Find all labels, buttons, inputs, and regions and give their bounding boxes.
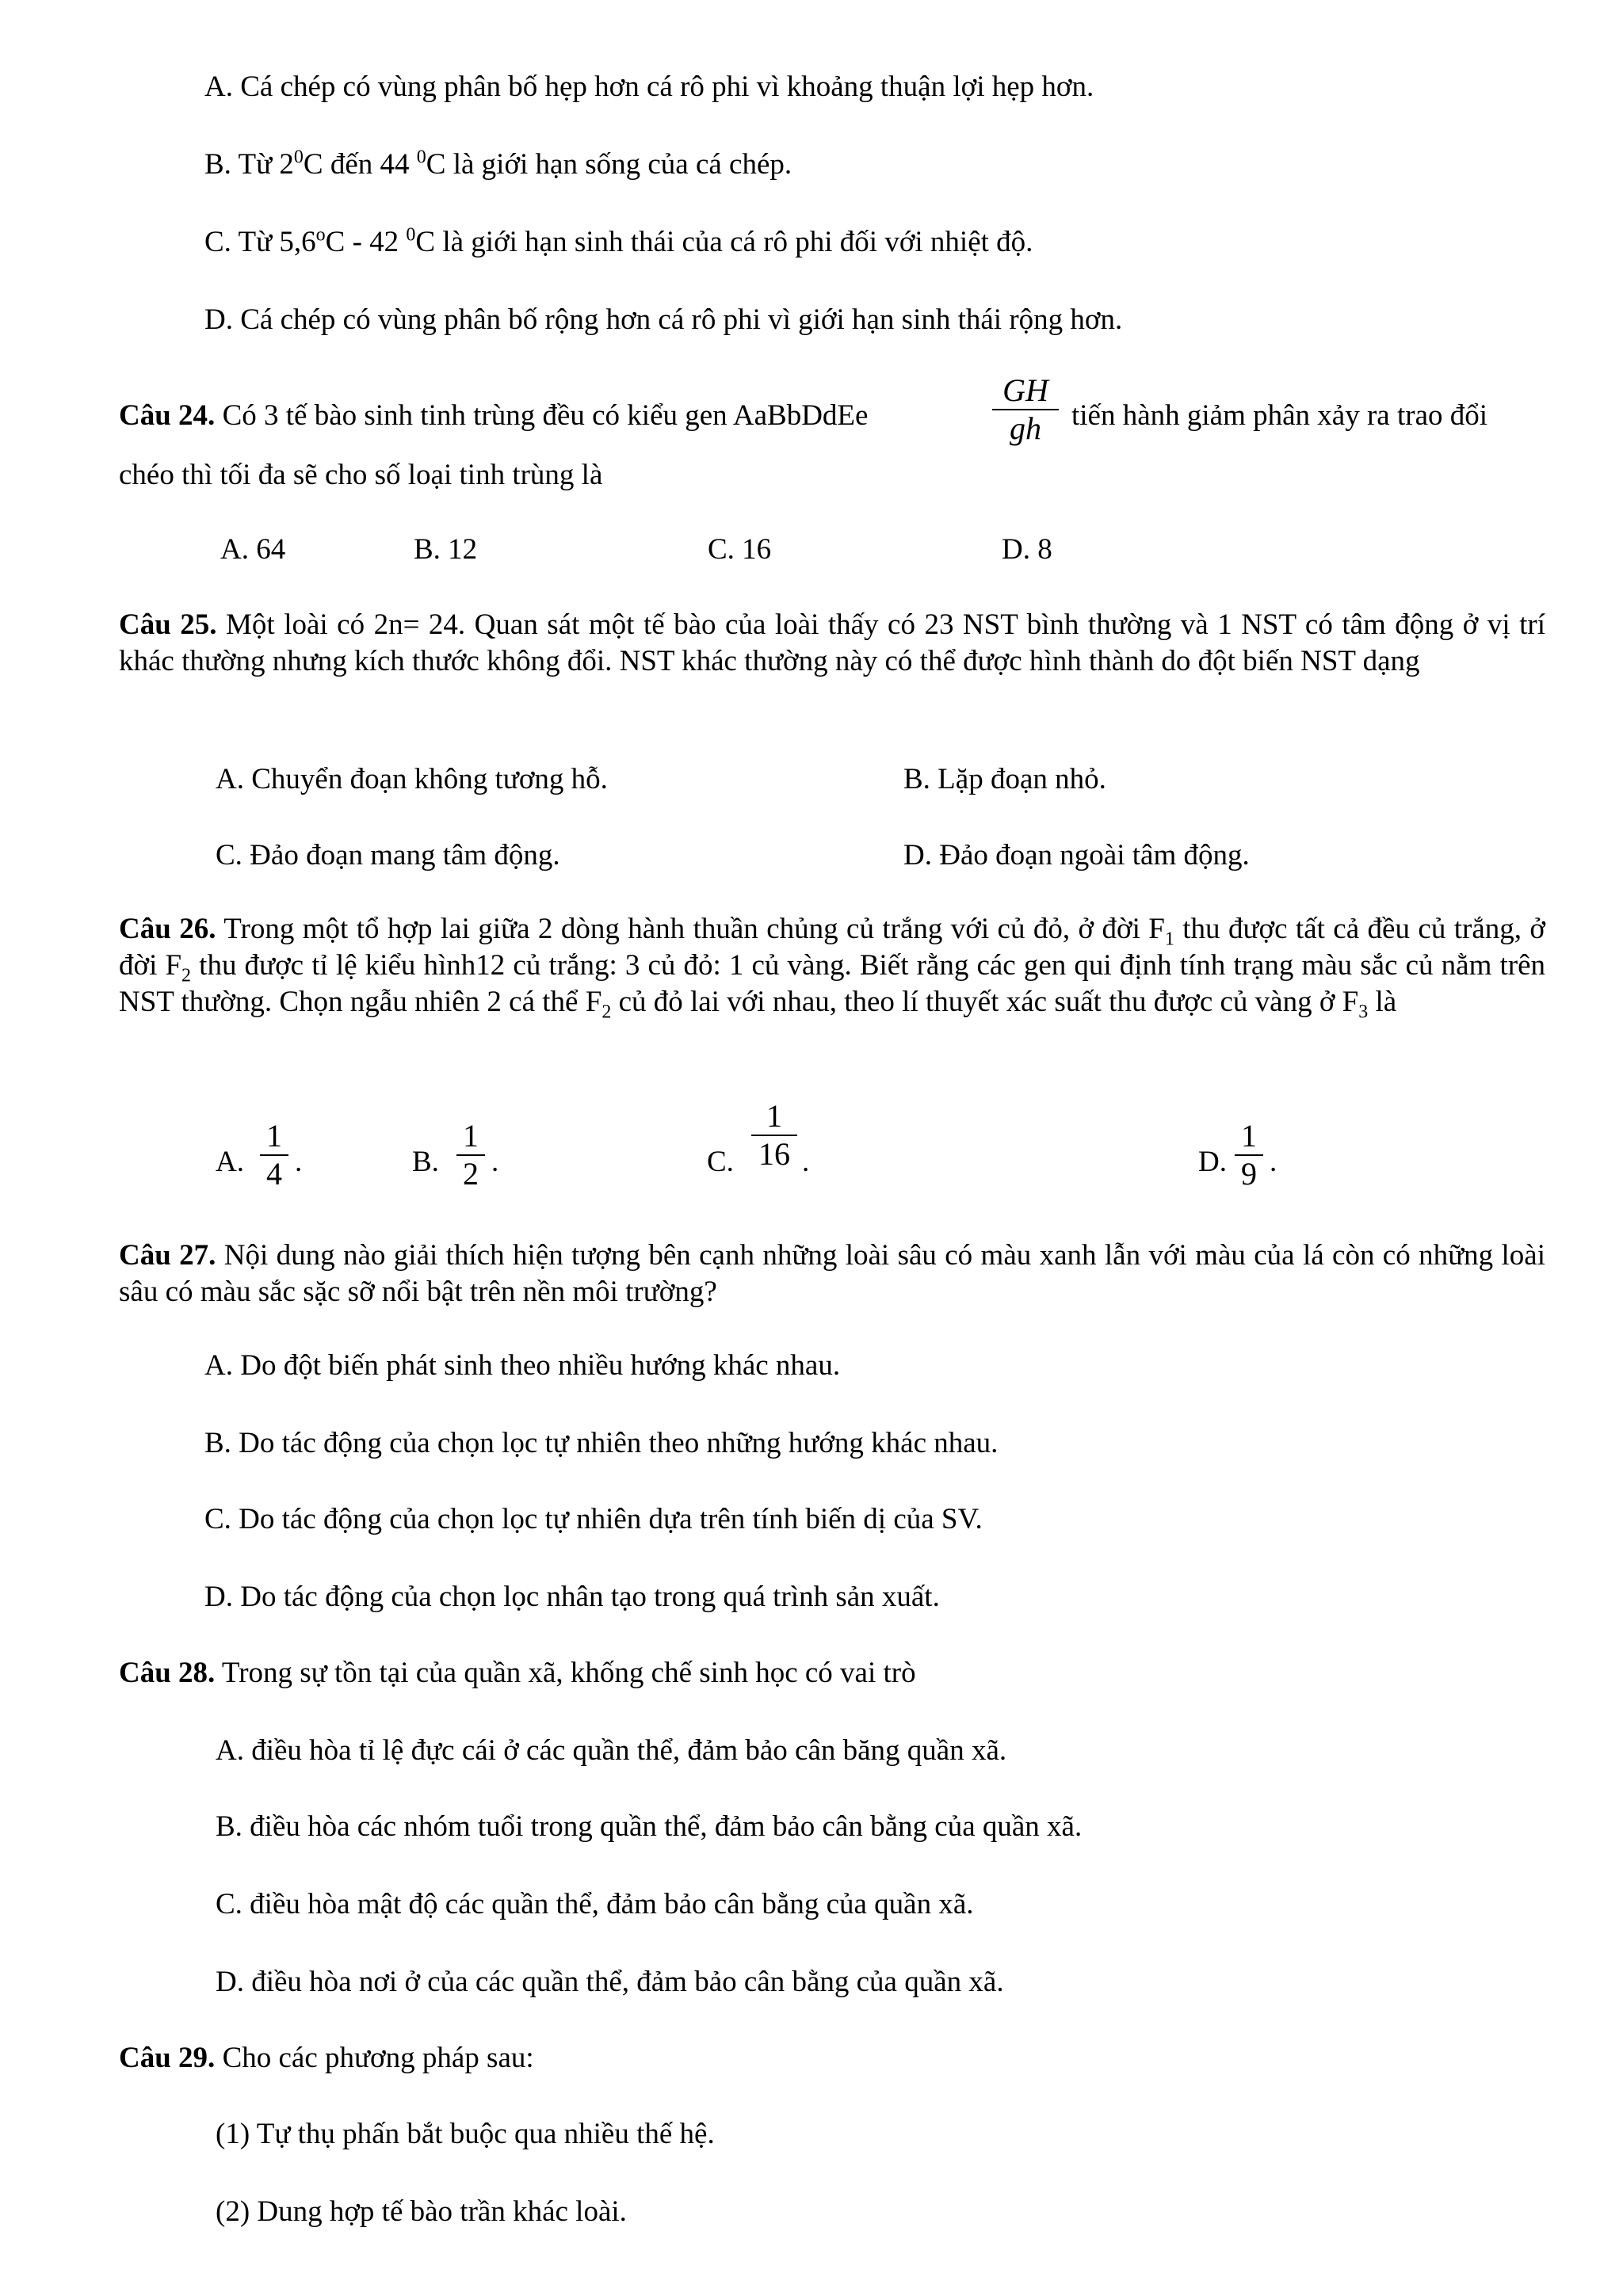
q24-number: Câu 24.	[119, 399, 216, 432]
q27-stem: Câu 27. Nội dung nào giải thích hiện tượng bên cạnh những loài sâu có màu xanh lẫn với màu của lá còn có những loài sâu có màu sắc sặc sỡ nổi bật trên nền môi trường?	[119, 1239, 1545, 1308]
q23-option-c: C. Từ 5,6$^o$C - 42 $^0$C là giới hạn sinh thái của cá rô phi đối với nhiệt độ.	[204, 224, 1033, 258]
q26-option-d-label: D.	[1198, 1146, 1227, 1178]
q25-option-a: A. Chuyển đoạn không tương hỗ.	[216, 763, 608, 795]
q26-option-c-fraction: 1 16	[750, 1098, 799, 1173]
q28-option-d: D. điều hòa nơi ở của các quần thể, đảm bảo cân bằng của quần xã.	[216, 1966, 1004, 1998]
q29-stem: Câu 29. Cho các phương pháp sau:	[119, 2042, 534, 2074]
q24-line2: chéo thì tối đa sẽ cho số loại tinh trùng là	[119, 459, 603, 491]
q29-item-1: (1) Tự thụ phấn bắt buộc qua nhiều thế hệ.	[216, 2118, 715, 2150]
q28-option-b: B. điều hòa các nhóm tuổi trong quần thể, đảm bảo cân bằng của quần xã.	[216, 1810, 1083, 1843]
q27-option-a: A. Do đột biến phát sinh theo nhiều hướng khác nhau.	[204, 1349, 841, 1382]
q26-option-c-end: .	[802, 1146, 810, 1178]
q24-option-b: B. 12	[414, 533, 478, 566]
q29-item-2: (2) Dung hợp tế bào trần khác loài.	[216, 2195, 627, 2228]
q28-option-a: A. điều hòa tỉ lệ đực cái ở các quần thể, đảm bảo cân băng quần xã.	[216, 1734, 1007, 1767]
q23-option-b: B. Từ $2^0C$ đến 44 $^0$C là giới hạn sống của cá chép.	[204, 147, 792, 181]
q26-option-b-fraction: 1 2	[455, 1118, 487, 1192]
q25-option-b: B. Lặp đoạn nhỏ.	[903, 763, 1106, 795]
q24-line1-end: tiến hành giảm phân xảy ra trao đổi	[1071, 399, 1488, 432]
q26-option-c-label: C.	[707, 1146, 734, 1178]
q26-option-b-label: B.	[412, 1146, 439, 1178]
q23-option-d: D. Cá chép có vùng phân bố rộng hơn cá rô phi vì giới hạn sinh thái rộng hơn.	[204, 303, 1123, 336]
q24-line1: Câu 24. Có 3 tế bào sinh tinh trùng đều có kiểu gen AaBbDdEe	[119, 399, 869, 432]
q28-option-c: C. điều hòa mật độ các quần thể, đảm bảo cân bằng của quần xã.	[216, 1888, 974, 1920]
q25-stem: Câu 25. Một loài có 2n= 24. Quan sát một tế bào của loài thấy có 23 NST bình thường và 1 NST có tâm động ở vị trí khác thường nhưng kích thước không đổi. NST khác thường này có thể được hình thành do đột biến NST dạng	[119, 608, 1545, 677]
q24-option-a: A. 64	[220, 533, 286, 566]
q26-option-b-end: .	[491, 1146, 499, 1178]
q26-option-a-label: A.	[216, 1146, 244, 1178]
q24-genotype-fraction: GH gh	[991, 372, 1060, 447]
q23-option-a: A. Cá chép có vùng phân bố hẹp hơn cá rô phi vì khoảng thuận lợi hẹp hơn.	[204, 71, 1094, 103]
q26-option-a-end: .	[295, 1146, 303, 1178]
q26-option-a-fraction: 1 4	[258, 1118, 290, 1192]
q26-option-d-fraction: 1 9	[1233, 1118, 1265, 1192]
q28-stem: Câu 28. Trong sự tồn tại của quần xã, khống chế sinh học có vai trò	[119, 1657, 916, 1689]
q25-option-d: D. Đảo đoạn ngoài tâm động.	[903, 839, 1250, 871]
q24-option-c: C. 16	[708, 533, 772, 566]
q26-stem: Câu 26. Trong một tổ hợp lai giữa 2 dòng hành thuần chủng củ trắng với củ đỏ, ở đời $F_1$ thu được tất cả đều củ trắng, ở đời $F_2$ thu được tỉ lệ kiểu hình12 củ trắng: 3 củ đỏ: 1 củ vàng. Biết rằng các gen qui định tính trạng màu sắc củ nằm trên NST thường. Chọn ngẫu nhiên 2 cá thể $F_2$ củ đỏ lai với nhau, theo lí thuyết xác suất thu được củ vàng ở $F_3$ là	[119, 913, 1545, 1023]
q25-option-c: C. Đảo đoạn mang tâm động.	[216, 839, 560, 871]
q26-option-d-end: .	[1270, 1146, 1277, 1178]
q27-option-d: D. Do tác động của chọn lọc nhân tạo trong quá trình sản xuất.	[204, 1581, 940, 1613]
q27-option-b: B. Do tác động của chọn lọc tự nhiên theo những hướng khác nhau.	[204, 1427, 999, 1459]
q27-option-c: C. Do tác động của chọn lọc tự nhiên dựa trên tính biến dị của SV.	[204, 1503, 983, 1535]
q24-option-d: D. 8	[1002, 533, 1052, 566]
